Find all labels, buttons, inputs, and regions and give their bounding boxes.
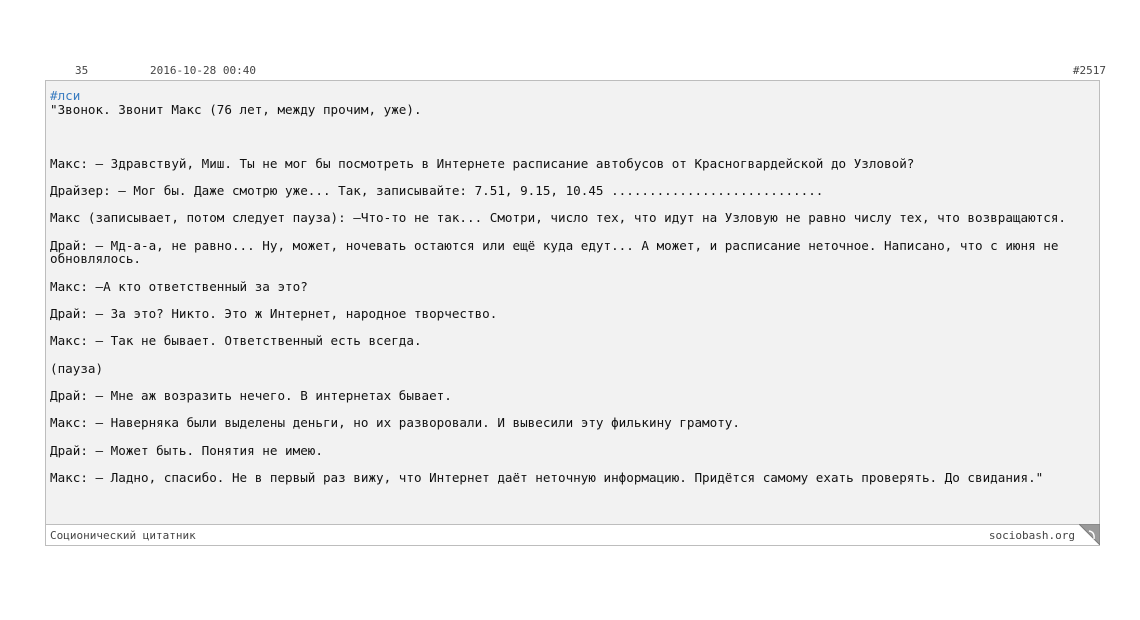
- quote-line: "Звонок. Звонит Макс (76 лет, между прочим, уже).: [50, 102, 422, 117]
- corner-flag-icon[interactable]: [1079, 524, 1100, 545]
- quote-line: (пауза): [50, 360, 104, 376]
- quote-footer: [45, 525, 1100, 546]
- quote-line: Драй: – За это? Никто. Это ж Интернет, народное творчество.: [50, 306, 498, 322]
- quote-body: [45, 80, 1100, 525]
- quote-spacer: [50, 430, 1095, 444]
- quote-line: Макс: –А кто ответственный за это?: [50, 278, 308, 294]
- quote-line: Макс: – Наверняка были выделены деньги, но их разворовали. И вывесили эту филькину грамоту.: [50, 415, 740, 431]
- quote-line: Макс: – Ладно, спасибо. Не в первый раз вижу, что Интернет даёт неточную информацию. Придётся самому ехать проверять. До свидания.": [50, 469, 1044, 485]
- quote-tag-link[interactable]: #лси: [50, 88, 81, 103]
- quote-date: 2016-10-28 00:40: [150, 64, 256, 77]
- quote-spacer: [50, 225, 1095, 239]
- quote-line: Драй: – Может быть. Понятия не имею.: [50, 442, 323, 458]
- quote-spacer: [50, 294, 1095, 308]
- quote-spacer: [50, 457, 1095, 471]
- site-title: Соционический цитатник: [50, 529, 196, 542]
- quote-line: Драй: – Мне аж возразить нечего. В интернетах бывает.: [50, 387, 452, 403]
- site-domain-link[interactable]: sociobash.org: [988, 529, 1075, 542]
- quote-line: Макс: – Так не бывает. Ответственный есть всегда.: [50, 333, 422, 349]
- quote-spacer: [50, 117, 1095, 157]
- quote-line: Драйзер: – Мог бы. Даже смотрю уже... Так, записывайте: 7.51, 9.15, 10.45 ............................: [50, 183, 824, 199]
- quote-spacer: [50, 403, 1095, 417]
- quote-rating: 35: [75, 64, 89, 77]
- quote-spacer: [50, 375, 1095, 389]
- quote-spacer: [50, 266, 1095, 280]
- quote-spacer: [50, 348, 1095, 362]
- quote-spacer: [50, 321, 1095, 335]
- quote-spacer: [50, 171, 1095, 185]
- quote-spacer: [50, 198, 1095, 212]
- quote-line: Макс: – Здравствуй, Миш. Ты не мог бы посмотреть в Интернете расписание автобусов от Красногвардейской до Узловой?: [50, 155, 915, 171]
- quote-meta-row: [45, 64, 1106, 78]
- quote-line: Драй: – Мд-а-а, не равно... Ну, может, ночевать остаются или ещё куда едут... А может, и расписание неточное. Написано, что с июня не обновлялось.: [50, 237, 1067, 267]
- quote-line: Макс (записывает, потом следует пауза): –Что-то не так... Смотри, число тех, что идут на Узловую не равно числу тех, что возвращаются.: [50, 210, 1066, 226]
- quote-id-link[interactable]: #2517: [1072, 64, 1106, 77]
